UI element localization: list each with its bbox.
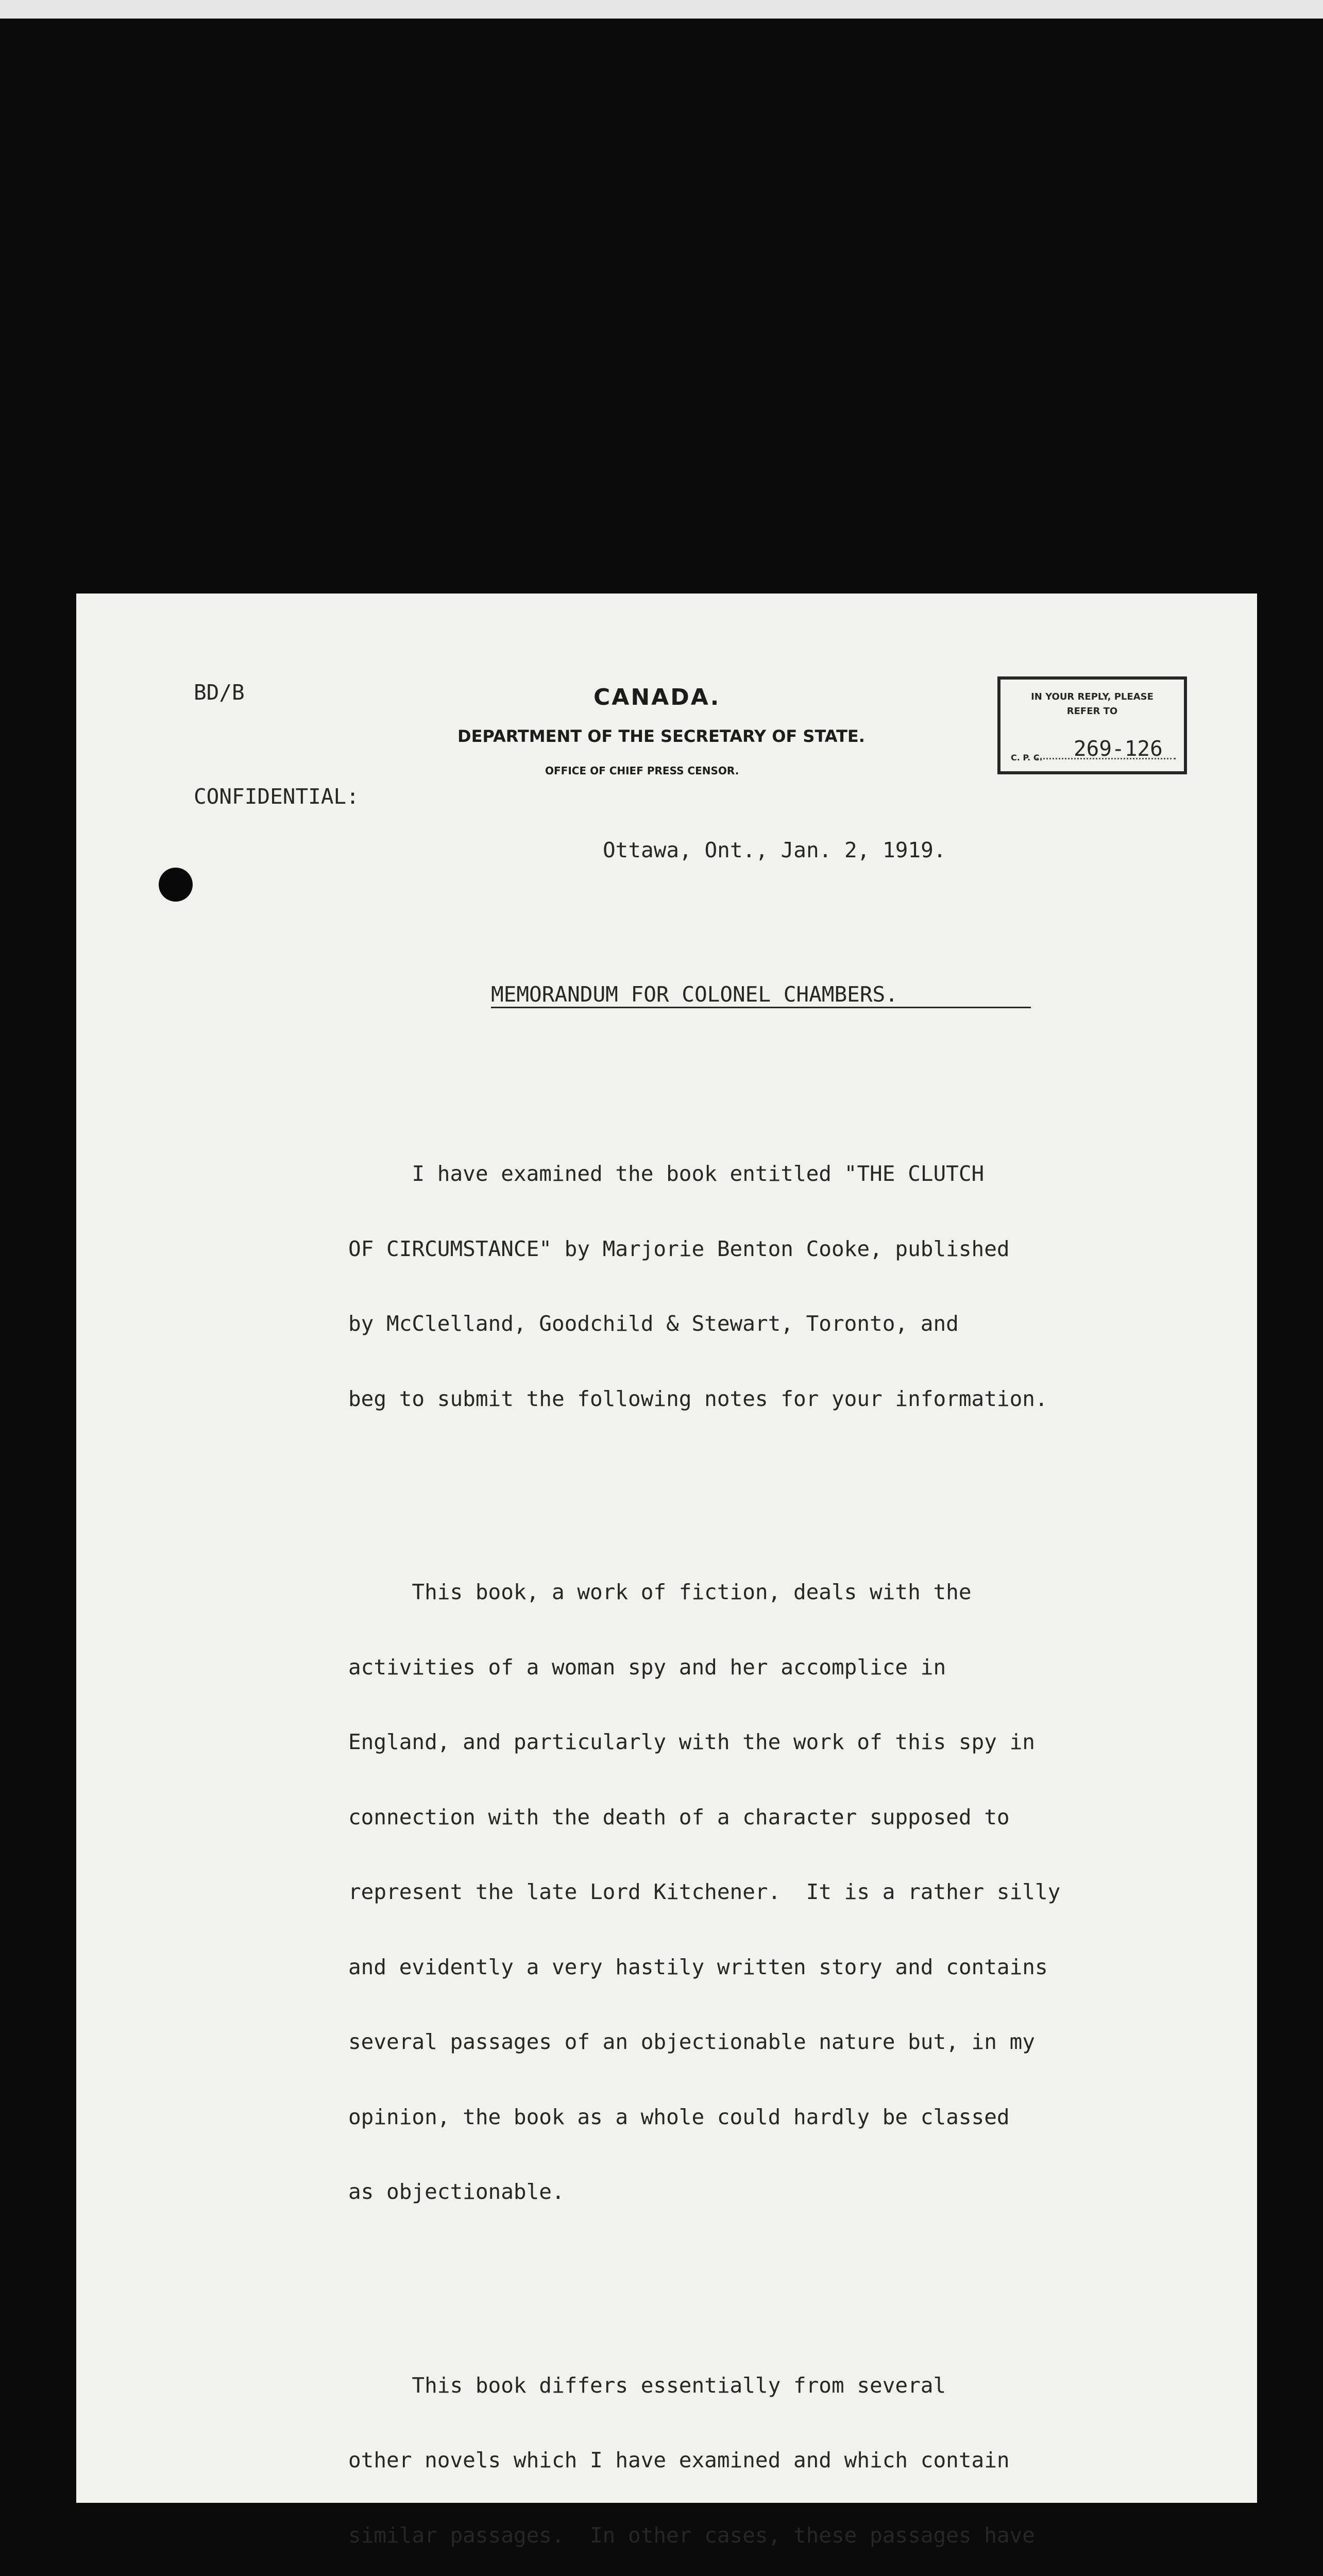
text-line: similar passages. In other cases, these passages have — [348, 2522, 1035, 2548]
date-line: Ottawa, Ont., Jan. 2, 1919. — [603, 838, 946, 862]
text-line: I have examined the book entitled "THE CLUTCH — [348, 1161, 985, 1186]
punch-hole — [159, 868, 193, 902]
text-line: represent the late Lord Kitchener. It is a rather silly — [348, 1879, 1061, 1904]
text-line: other novels which I have examined and which contain — [348, 2448, 1010, 2472]
paragraph-3 — [348, 2323, 1265, 2576]
letterhead-country: CANADA. — [593, 684, 721, 710]
reply-box-prefix: C. P. C. — [1011, 753, 1043, 762]
text-line: and evidently a very hastily written story and contains — [348, 1954, 1048, 1979]
file-code: BD/B — [194, 680, 245, 705]
text-line: connection with the death of a character supposed to — [348, 1804, 1010, 1829]
letterhead-department: DEPARTMENT OF THE SECRETARY OF STATE. — [457, 726, 865, 746]
document-page — [76, 594, 1257, 2548]
memo-body — [348, 1061, 1265, 2576]
memo-title-underline — [491, 1007, 1031, 1008]
text-line: England, and particularly with the work of this spy in — [348, 1730, 1035, 1754]
text-line: beg to submit the following notes for your information. — [348, 1386, 1048, 1411]
reply-reference-box — [997, 676, 1187, 774]
text-line: activities of a woman spy and her accomplice in — [348, 1654, 946, 1680]
text-line: several passages of an objectionable nature but, in my — [348, 2029, 1035, 2054]
letterhead-office: OFFICE OF CHIEF PRESS CENSOR. — [545, 765, 739, 777]
classification: CONFIDENTIAL: — [194, 784, 359, 809]
paragraph-2 — [348, 1530, 1265, 2255]
text-line: opinion, the book as a whole could hardly be classed — [348, 2104, 1010, 2129]
film-top-strip — [0, 0, 1323, 19]
reply-box-label: IN YOUR REPLY, PLEASE REFER TO — [1031, 691, 1154, 717]
text-line: This book, a work of fiction, deals with the — [348, 1580, 972, 1604]
text-line: by McClelland, Goodchild & Stewart, Toronto, and — [348, 1311, 959, 1336]
memo-title: MEMORANDUM FOR COLONEL CHAMBERS. — [491, 982, 898, 1007]
reply-box-number: 269-126 — [1074, 736, 1163, 761]
text-line: This book differs essentially from several — [348, 2372, 946, 2398]
text-line: as objectionable. — [348, 2179, 565, 2204]
text-line: OF CIRCUMSTANCE" by Marjorie Benton Cooke, published — [348, 1236, 1010, 1261]
paragraph-1 — [348, 1111, 1265, 1461]
